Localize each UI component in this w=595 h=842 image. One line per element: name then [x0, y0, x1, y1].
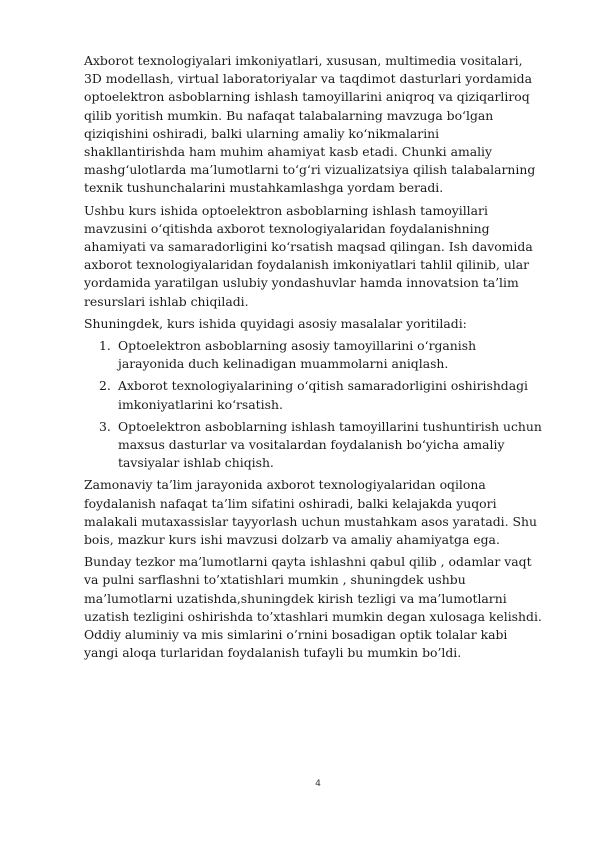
paragraph	[84, 476, 556, 549]
paragraph	[84, 202, 556, 311]
list-item-text-line: Optoelektron asboblarning ishlash tamoyillarini tushuntirish uchun	[118, 418, 542, 434]
list-item	[84, 337, 556, 373]
list-item	[84, 377, 556, 413]
text-line: qilib yoritish mumkin. Bu nafaqat talabalarning mavzuga bo‘lgan	[84, 107, 494, 123]
text-line: va pulni sarflashni to’xtatishlari mumkin , shuningdek ushbu	[84, 572, 466, 588]
text-line: Ushbu kurs ishida optoelektron asboblarning ishlash tamoyillari	[84, 202, 488, 218]
text-line: mashg‘ulotlarda ma’lumotlarni to‘g‘ri vizualizatsiya qilish talabalarning	[84, 162, 536, 178]
list-item-number: 1.	[99, 338, 111, 354]
text-line: ahamiyati va samaradorligini ko‘rsatish maqsad qilingan. Ish davomida	[84, 239, 533, 255]
paragraph	[84, 315, 556, 333]
text-line: Shuningdek, kurs ishida quyidagi asosiy masalalar yoritiladi:	[84, 315, 467, 331]
text-line: foydalanish nafaqat ta’lim sifatini oshiradi, balki kelajakda yuqori	[84, 495, 497, 511]
paragraph	[84, 553, 556, 662]
text-line: mavzusini o‘qitishda axborot texnologiyalaridan foydalanishning	[84, 220, 490, 236]
text-line: axborot texnologiyalaridan foydalanish imkoniyatlari tahlil qilinib, ular	[84, 257, 530, 273]
text-line: yordamida yaratilgan uslubiy yondashuvlar hamda innovatsion ta’lim	[84, 275, 519, 291]
text-line: Bunday tezkor ma’lumotlarni qayta ishlashni qabul qilib , odamlar vaqt	[84, 554, 532, 570]
text-line: Zamonaviy ta’lim jarayonida axborot texnologiyalaridan oqilona	[84, 477, 486, 493]
list-item-number: 3.	[99, 418, 111, 434]
text-line: qiziqishini oshiradi, balki ularning amaliy ko‘nikmalarini	[84, 125, 440, 141]
text-line: ma’lumotlarni uzatishda,shuningdek kirish tezligi va ma’lumotlarni	[84, 590, 507, 606]
text-line: malakali mutaxassislar tayyorlash uchun mustahkam asos yaratadi. Shu	[84, 513, 537, 529]
text-line: optoelektron asboblarning ishlash tamoyillarini aniqroq va qiziqarliroq	[84, 89, 530, 105]
list-item-text-line: maxsus dasturlar va vositalardan foydalanish bo‘yicha amaliy	[118, 437, 505, 453]
list-item-text-line: imkoniyatlarini ko‘rsatish.	[118, 396, 283, 412]
document-body	[84, 52, 556, 667]
text-line: 3D modellash, virtual laboratoriyalar va taqdimot dasturlari yordamida	[84, 71, 532, 87]
page-number: 4	[315, 779, 321, 789]
bottom-paragraphs	[84, 476, 556, 662]
numbered-list	[84, 337, 556, 472]
text-line: bois, mazkur kurs ishi mavzusi dolzarb va amaliy ahamiyatga ega.	[84, 532, 500, 548]
text-line: texnik tushunchalarini mustahkamlashga yordam beradi.	[84, 180, 444, 196]
text-line: Axborot texnologiyalari imkoniyatlari, xususan, multimedia vositalari,	[84, 53, 523, 68]
text-line: resurslari ishlab chiqiladi.	[84, 293, 249, 309]
text-line: uzatish tezligini oshirishda to’xtashlari mumkin degan xulosaga kelishdi.	[84, 608, 542, 624]
text-line: shakllantirishda ham muhim ahamiyat kasb etadi. Chunki amaliy	[84, 144, 493, 160]
list-item-text-line: Optoelektron asboblarning asosiy tamoyillarini o‘rganish	[118, 338, 477, 354]
text-line: Oddiy aluminiy va mis simlarini o’rnini bosadigan optik tolalar kabi	[84, 627, 508, 643]
list-item-text-line: Axborot texnologiyalarining o‘qitish samaradorligini oshirishdagi	[118, 378, 529, 394]
top-paragraphs	[84, 52, 556, 333]
list-item-text-line: jarayonida duch kelinadigan muammolarni aniqlash.	[118, 356, 449, 372]
list-item	[84, 418, 556, 473]
text-line: yangi aloqa turlaridan foydalanish tufayli bu mumkin bo’ldi.	[84, 645, 462, 661]
list-item-number: 2.	[99, 378, 111, 394]
list-item-text-line: tavsiyalar ishlab chiqish.	[118, 455, 274, 471]
paragraph	[84, 52, 556, 198]
